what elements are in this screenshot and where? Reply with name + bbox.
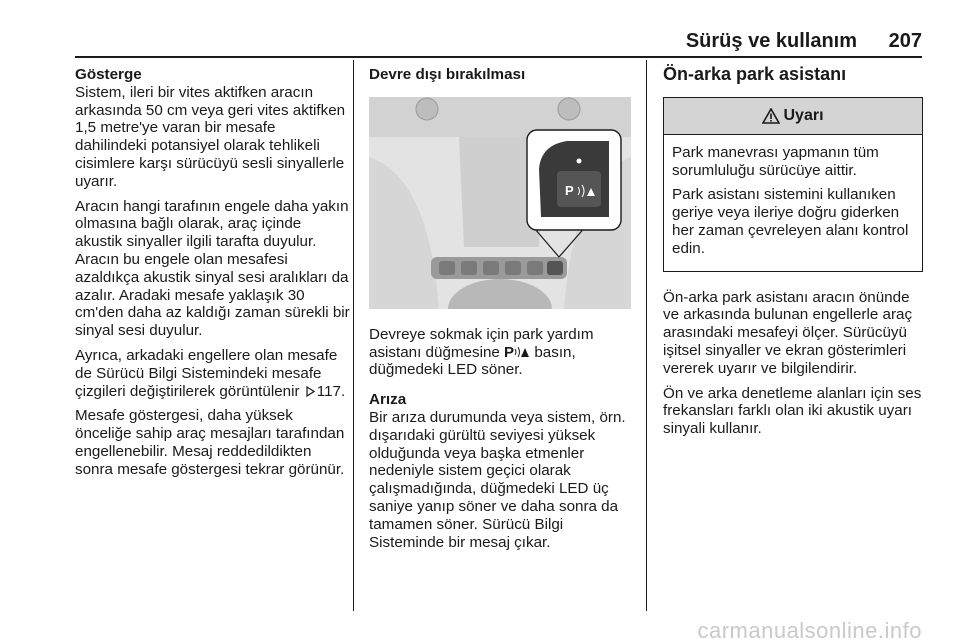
paragraph: Park manevrası yapmanın tüm sorumluluğu sürücüye aittir. [672, 143, 879, 179]
paragraph: Ön-arka park asistanı aracın önünde ve arkasında bulunan engellerle araç arasındaki mesafeyi ölçer. Sürücüyü işitsel sinyaller ve ekran gösterimleri vererek uyarır ve bilgilendirir. [663, 288, 913, 377]
paragraph-text: Devreye sokmak için park yardım asistanı düğmesine [369, 325, 594, 361]
watermark-bar [0, 612, 960, 642]
warning-box [663, 97, 923, 272]
park-assist-icon [504, 344, 530, 359]
column-divider [646, 60, 647, 611]
page-reference-link[interactable]: 117. [316, 382, 346, 400]
paragraph: Bir arıza durumunda veya sistem, örn. dışarıdaki gürültü seviyesi yüksek olduğunda veya başka etmenler nedeniyle sistem geçici olarak çalışmadığında, düğmedeki LED üç saniye yanıp söner ve daha sonra da tamamen söner. Sürücü Bilgi Sisteminde bir mesaj çıkar. [369, 408, 626, 551]
svg-text:P: P [565, 182, 574, 198]
column-divider [353, 60, 354, 611]
svg-text:P: P [504, 343, 515, 359]
column-3 [663, 66, 923, 445]
park-assist-button-illustration [369, 97, 631, 309]
warning-title: Uyarı [783, 106, 824, 124]
paragraph-text: Ayrıca, arkadaki engellere olan mesafe de Sürücü Bilgi Sistemindeki mesafe çizgileri değiştirilerek görüntülenir [75, 346, 338, 400]
paragraph: Mesafe göstergesi, daha yüksek önceliğe sahip araç mesajları tarafından engellenebilir. Mesaj reddedildikten sonra mesafe göstergesi tekrar görünür. [75, 407, 345, 478]
paragraph: Aracın hangi tarafının engele daha yakın olmasına bağlı olarak, araç içinde akustik sinyaller ilgili tarafta duyulur. Aracın bu engele olan mesafesi azaldıkça akustik sinyal sesi aralıkları da azalır. Aradaki mesafe yaklaşık 30 cm'den daha az kaldığı zaman sürekli bir sinyal sesi duyulur. [75, 197, 350, 340]
warning-body [664, 135, 922, 271]
column-2 [369, 66, 631, 558]
warning-header [664, 98, 922, 135]
page-header [0, 0, 960, 58]
page-reference-icon [306, 386, 315, 397]
warning-triangle-icon [762, 108, 780, 124]
paragraph [369, 326, 631, 379]
column-1 [75, 66, 350, 486]
paragraph: Ön ve arka denetleme alanları için ses frekansları farklı olan iki akustik uyarı sinyali kullanır. [663, 384, 922, 438]
watermark-text: carmanualsonline.info [697, 618, 922, 643]
section-heading: Ön-arka park asistanı [663, 64, 847, 84]
paragraph [75, 347, 350, 400]
page-number: 207 [888, 30, 922, 52]
paragraph: Park asistanı sistemini kullanıken geriye veya ileriye doğru giderken her zaman çevreleyen alanı kontrol edin. [672, 186, 909, 257]
paragraph: Sistem, ileri bir vites aktifken aracın arkasında 50 cm veya geri vites aktifken 1,5 metre'ye varan bir mesafe dahilindeki potansiyel olarak tehlikeli cisimlere karşı sürücüyü sesli sinyallerle uyarır. [75, 83, 346, 190]
section-heading: Arıza [369, 391, 407, 409]
header-rule [75, 56, 922, 58]
paragraph-text: basın, düğmedeki LED söner. [369, 343, 576, 379]
section-heading: Gösterge [75, 66, 142, 83]
section-heading: Devre dışı bırakılması [369, 66, 526, 83]
section-title: Sürüş ve kullanım [685, 30, 857, 52]
